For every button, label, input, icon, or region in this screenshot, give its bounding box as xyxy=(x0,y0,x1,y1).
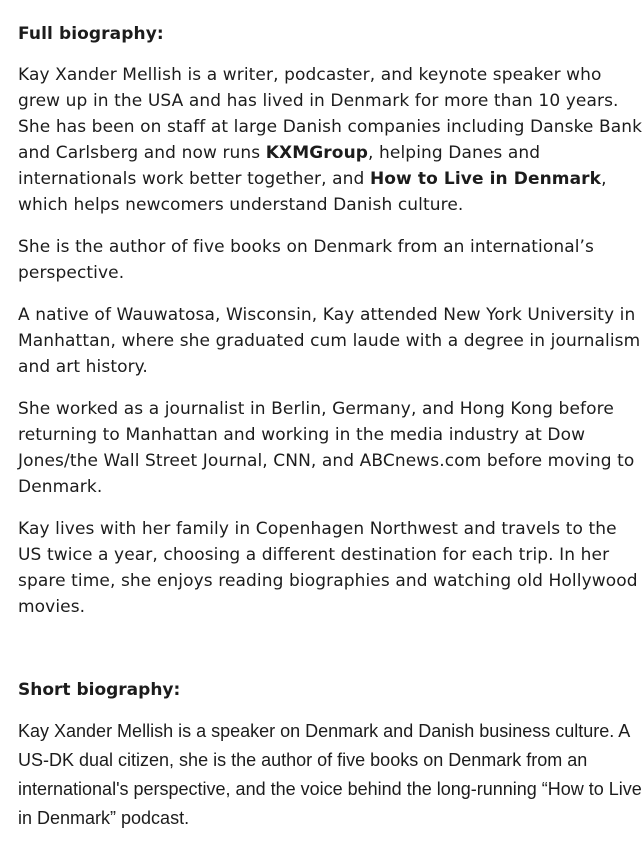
bio-paragraph-1 xyxy=(18,62,644,218)
bio-paragraph-1-text-c: , which helps newcomers understand Danish culture. xyxy=(18,169,607,215)
bio-paragraph-4: She worked as a journalist in Berlin, Germany, and Hong Kong before returning to Manhattan and working in the media industry at Dow Jones/the Wall Street Journal, CNN, and ABCnews.com before moving to Denmark. xyxy=(18,399,635,497)
bio-paragraph-1-text-a: Kay Xander Mellish is a writer, podcaster, and keynote speaker who grew up in the USA and has lived in Denmark for more than 10 years. She has been on staff at large Danish companies including Danske Bank and Carlsberg and now runs xyxy=(18,65,643,163)
bio-paragraph-2: She is the author of five books on Denmark from an international’s perspective. xyxy=(18,237,595,283)
bio-paragraph-3: A native of Wauwatosa, Wisconsin, Kay attended New York University in Manhattan, where she graduated cum laude with a degree in journalism and art history. xyxy=(18,305,641,377)
full-biography-section xyxy=(18,21,644,620)
short-biography-text: Kay Xander Mellish is a speaker on Denmark and Danish business culture. A US-DK dual citizen, she is the author of five books on Denmark from an international's perspective, and the voice behind the long-running “How to Live in Denmark” podcast. xyxy=(18,721,642,828)
bio-paragraph-1-text-b: , helping Danes and internationals work better together, and xyxy=(18,143,541,189)
short-biography-heading: Short biography: xyxy=(18,680,181,700)
bio-paragraph-5: Kay lives with her family in Copenhagen Northwest and travels to the US twice a year, choosing a different destination for each trip. In her spare time, she enjoys reading biographies and watching old Hollywood movies. xyxy=(18,519,638,617)
kxmgroup-name: KXMGroup xyxy=(265,143,369,163)
biography-page xyxy=(18,0,644,828)
full-biography-heading: Full biography: xyxy=(18,24,164,44)
how-to-live-in-denmark-name: How to Live in Denmark xyxy=(369,169,602,189)
